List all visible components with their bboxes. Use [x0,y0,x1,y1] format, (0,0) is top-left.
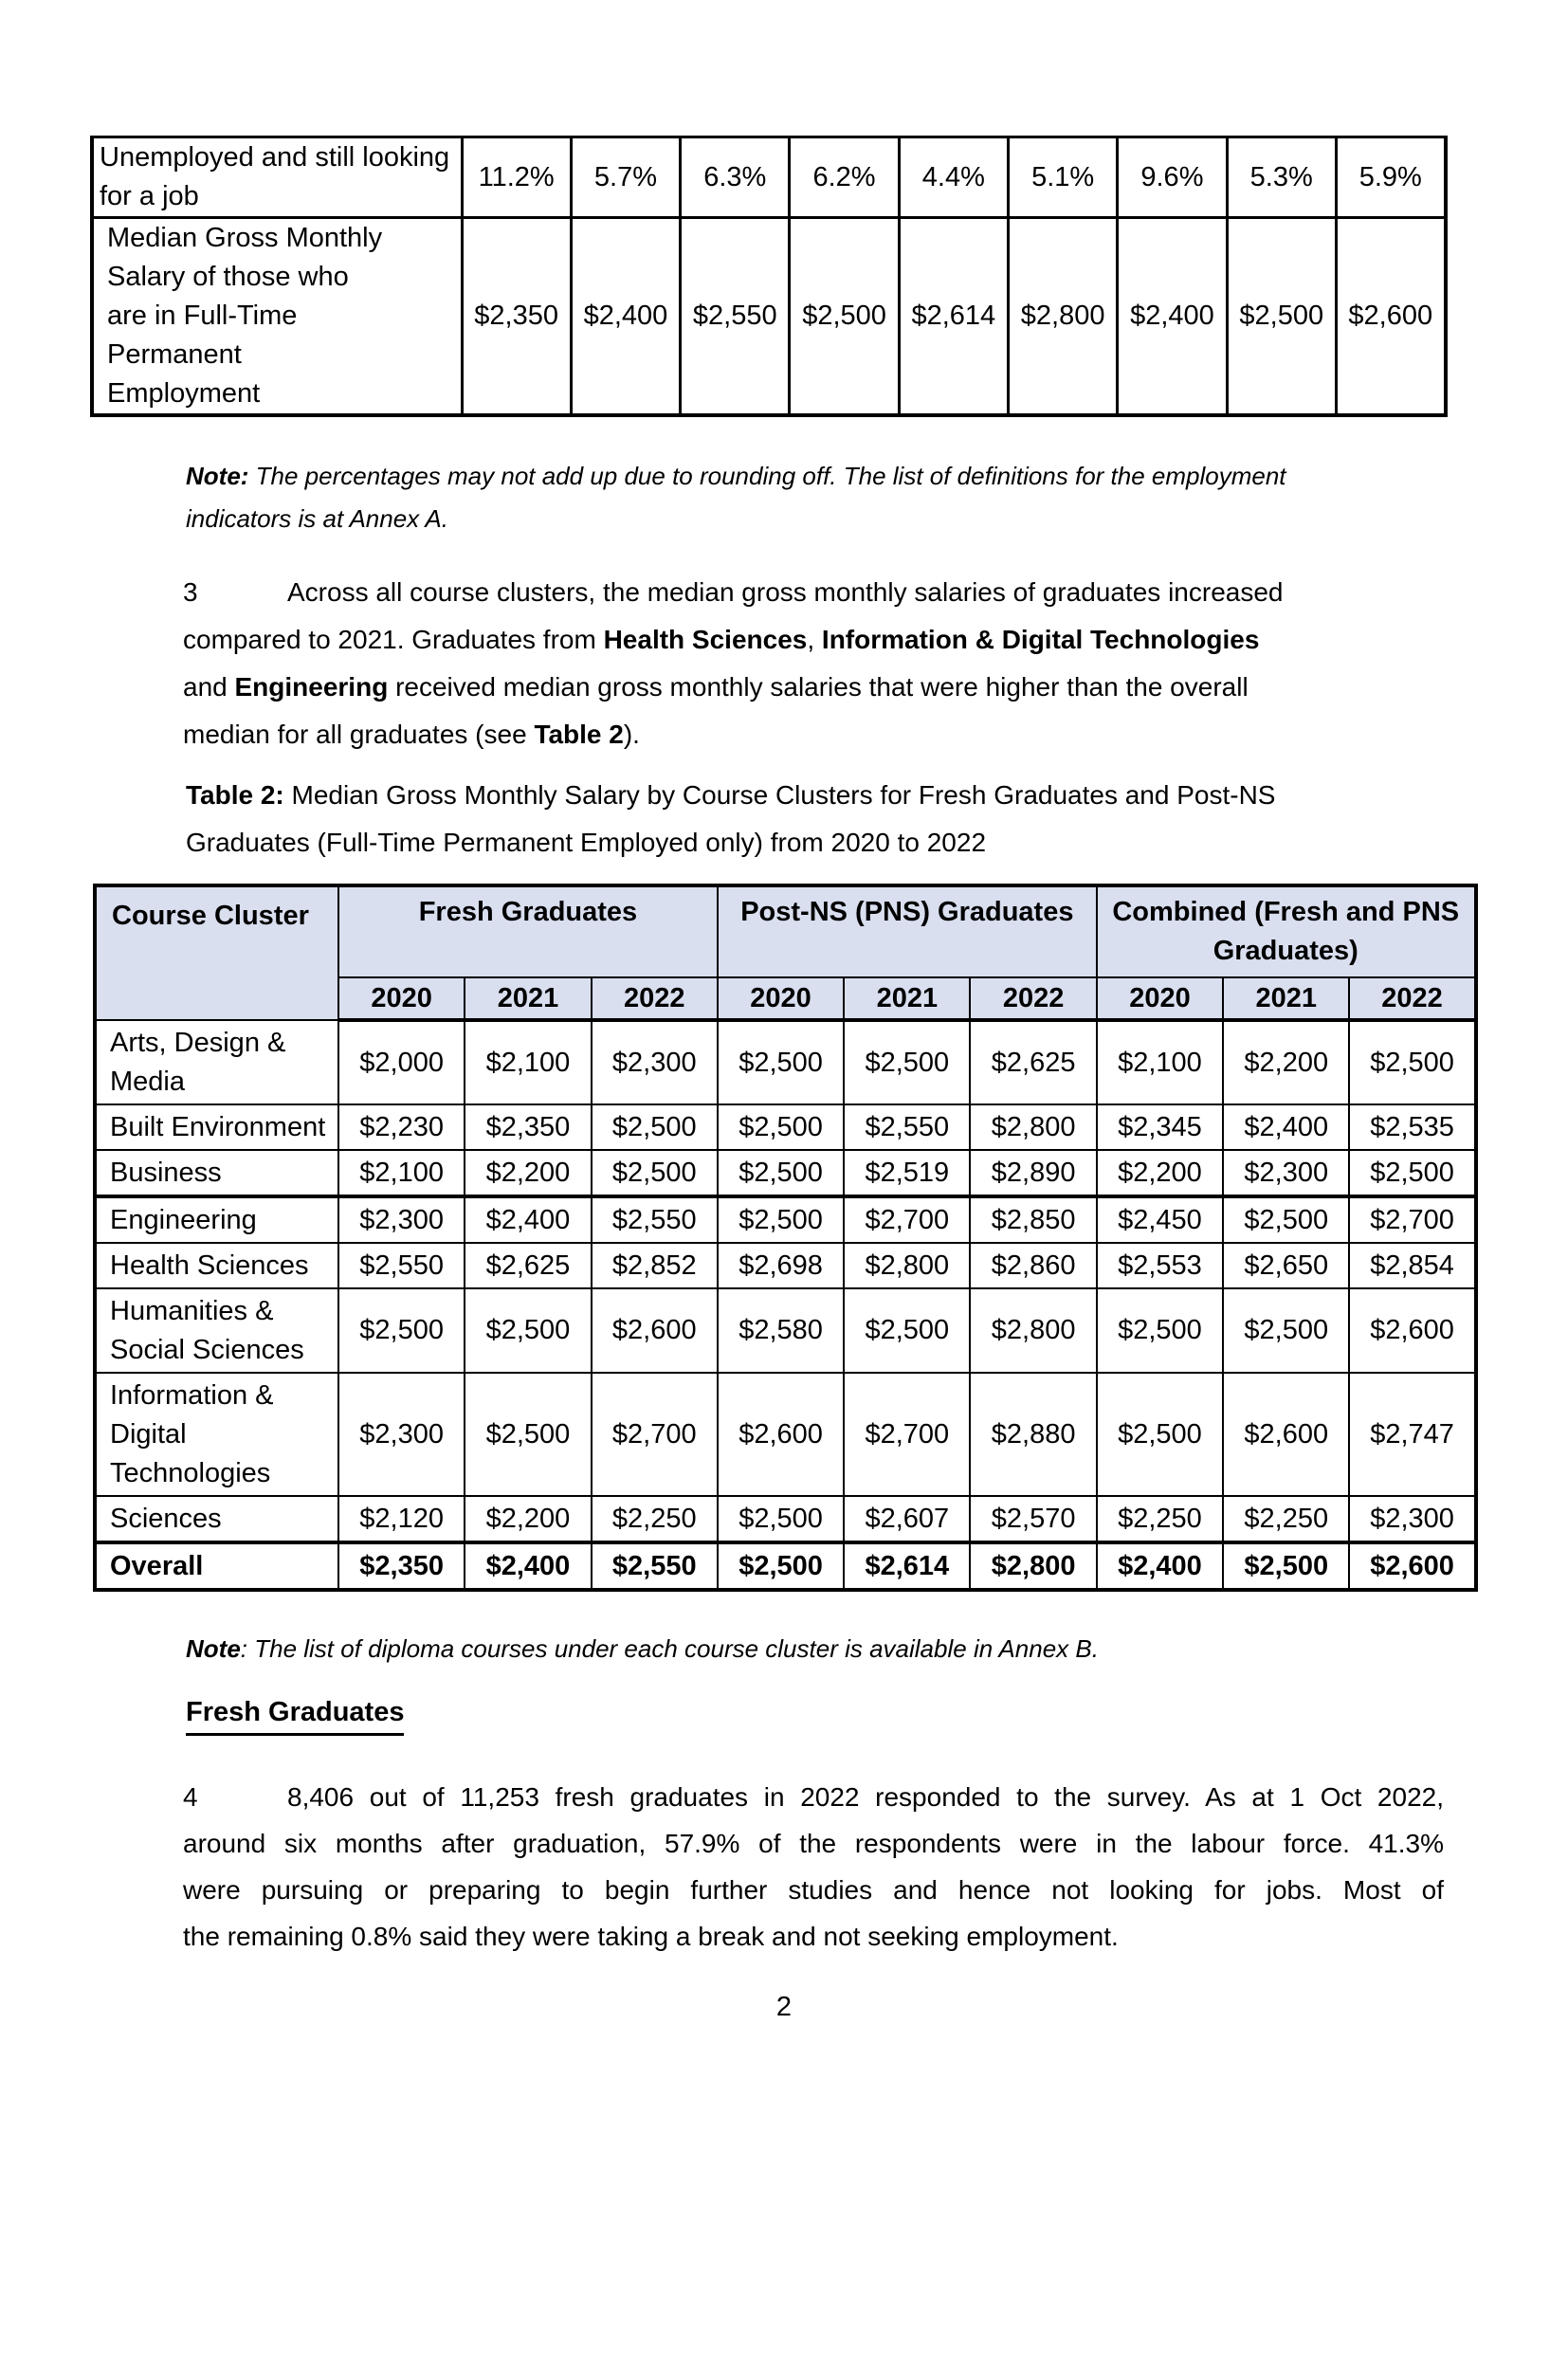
value-cell: 6.2% [790,137,899,218]
text-line: around six months after graduation, 57.9% of the respondents were in the labour force. 41.3% [183,1829,1444,1858]
salary-cell: $2,570 [970,1496,1096,1542]
salary-cell: $2,100 [1097,1020,1223,1104]
salary-cell: $2,800 [844,1243,970,1288]
salary-cell: $2,500 [465,1373,591,1496]
salary-cell: $2,550 [592,1196,718,1243]
salary-cell: $2,400 [1223,1104,1349,1150]
salary-cell: $2,500 [1349,1020,1475,1104]
table1-note [186,455,1568,540]
salary-cell: $2,500 [718,1150,844,1196]
salary-cell: $2,450 [1097,1196,1223,1243]
value-cell: 5.7% [571,137,680,218]
course-cluster-cell: Arts, Design & Media [95,1020,338,1104]
value-cell: 5.1% [1008,137,1117,218]
row-label: Median Gross Monthly Salary of those who are in Full-Time Permanent Employment [107,223,383,409]
paragraph-4 [183,1774,1444,1960]
salary-table-header [95,885,1476,1020]
salary-cell: $2,553 [1097,1243,1223,1288]
salary-cell: $2,500 [844,1020,970,1104]
salary-cell: $2,650 [1223,1243,1349,1288]
year-header: 2020 [1097,977,1223,1020]
year-header: 2022 [592,977,718,1020]
salary-cell: $2,400 [465,1542,591,1590]
row-label-cell [92,137,462,218]
salary-cell: $2,625 [465,1243,591,1288]
course-cluster-cell: Humanities & Social Sciences [95,1288,338,1373]
course-cluster-cell: Information & Digital Technologies [95,1373,338,1496]
salary-cell: $2,100 [338,1150,465,1196]
value-cell: $2,614 [899,218,1008,416]
group-header-row [95,885,1476,977]
section-heading-fresh-graduates: Fresh Graduates [186,1695,404,1736]
table-row [95,1150,1476,1196]
value-cell: $2,600 [1336,218,1445,416]
salary-cell: $2,500 [844,1288,970,1373]
table-row [95,1496,1476,1542]
value-cell: $2,500 [790,218,899,416]
salary-cell: $2,200 [1097,1150,1223,1196]
paragraph-number: 4 [183,1782,198,1812]
salary-cell: $2,880 [970,1373,1096,1496]
course-cluster-cell: Business [95,1150,338,1196]
salary-cell: $2,300 [1223,1150,1349,1196]
year-header: 2021 [844,977,970,1020]
employment-indicators-table [90,136,1448,417]
salary-cell: $2,600 [1223,1373,1349,1496]
salary-cell: $2,600 [1349,1542,1475,1590]
salary-cell: $2,500 [1349,1150,1475,1196]
fresh-graduates-header: Fresh Graduates [338,885,718,977]
page-number: 2 [775,1992,793,2022]
paragraph-3 [183,569,1444,758]
salary-cell: $2,200 [465,1150,591,1196]
row-label-cell [92,218,462,416]
salary-cell: $2,550 [844,1104,970,1150]
text-line: Table 2: Median Gross Monthly Salary by Course Clusters for Fresh Graduates and Post-NS [186,780,1276,810]
salary-cell: $2,550 [338,1243,465,1288]
salary-cell: $2,600 [592,1288,718,1373]
salary-cell: $2,800 [970,1288,1096,1373]
table-row [92,218,1446,416]
salary-cell: $2,614 [844,1542,970,1590]
text-line: 4 8,406 out of 11,253 fresh graduates in 2022 responded to the survey. As at 1 Oct 2022, [183,1774,1444,1820]
table-row [95,1104,1476,1150]
course-cluster-cell: Engineering [95,1196,338,1243]
salary-cell: $2,000 [338,1020,465,1104]
salary-cell: $2,698 [718,1243,844,1288]
salary-cell: $2,500 [592,1150,718,1196]
course-cluster-cell: Overall [95,1542,338,1590]
text-line: and Engineering received median gross monthly salaries that were higher than the overall [183,672,1249,702]
salary-cell: $2,400 [1097,1542,1223,1590]
salary-cell: $2,100 [465,1020,591,1104]
value-cell: 5.9% [1336,137,1445,218]
text-line: median for all graduates (see Table 2). [183,720,640,749]
salary-cell: $2,600 [718,1373,844,1496]
year-header: 2021 [1223,977,1349,1020]
year-header: 2022 [1349,977,1475,1020]
salary-cell: $2,120 [338,1496,465,1542]
text-line: Note: The percentages may not add up due to rounding off. The list of definitions for the employment [186,462,1286,490]
salary-cell: $2,500 [718,1020,844,1104]
salary-cell: $2,500 [592,1104,718,1150]
salary-cell: $2,500 [1097,1373,1223,1496]
salary-cell: $2,500 [1223,1288,1349,1373]
combined-graduates-header: Combined (Fresh and PNS Graduates) [1097,885,1476,977]
salary-cell: $2,350 [338,1542,465,1590]
salary-cell: $2,500 [1223,1196,1349,1243]
text-line: compared to 2021. Graduates from Health Sciences, Information & Digital Technologies [183,625,1260,654]
salary-cell: $2,700 [592,1373,718,1496]
salary-table-body [95,1020,1476,1542]
salary-cell: $2,535 [1349,1104,1475,1150]
year-header: 2021 [465,977,591,1020]
value-cell: $2,500 [1227,218,1336,416]
salary-cell: $2,850 [970,1196,1096,1243]
salary-cell: $2,500 [718,1104,844,1150]
salary-cell: $2,500 [1223,1542,1349,1590]
salary-cell: $2,500 [718,1496,844,1542]
text-line: the remaining 0.8% said they were taking a break and not seeking employment. [183,1922,1119,1951]
value-cell: 6.3% [681,137,790,218]
salary-cell: $2,500 [465,1288,591,1373]
salary-cell: $2,250 [592,1496,718,1542]
course-cluster-cell: Health Sciences [95,1243,338,1288]
row-label: Unemployed and still looking for a job [100,142,450,211]
table-row [95,1196,1476,1243]
salary-cell: $2,852 [592,1243,718,1288]
text-line: were pursuing or preparing to begin further studies and hence not looking for jobs. Most of [183,1875,1444,1905]
salary-cell: $2,345 [1097,1104,1223,1150]
value-cell: $2,400 [571,218,680,416]
salary-cell: $2,580 [718,1288,844,1373]
salary-table-footer [95,1542,1476,1590]
salary-cell: $2,500 [338,1288,465,1373]
salary-cell: $2,500 [718,1196,844,1243]
salary-cell: $2,300 [338,1196,465,1243]
year-header: 2020 [338,977,465,1020]
salary-cell: $2,800 [970,1104,1096,1150]
salary-cell: $2,519 [844,1150,970,1196]
table-row [95,1020,1476,1104]
salary-cell: $2,625 [970,1020,1096,1104]
salary-cell: $2,200 [465,1496,591,1542]
table2-caption [186,772,1568,866]
salary-cell: $2,607 [844,1496,970,1542]
value-cell: 11.2% [462,137,571,218]
value-cell: 5.3% [1227,137,1336,218]
table-row [95,1288,1476,1373]
table-row [95,1373,1476,1496]
value-cell: 4.4% [899,137,1008,218]
salary-cell: $2,747 [1349,1373,1475,1496]
overall-row [95,1542,1476,1590]
salary-cell: $2,250 [1097,1496,1223,1542]
text-line: indicators is at Annex A. [186,504,448,533]
salary-cell: $2,300 [338,1373,465,1496]
course-cluster-cell: Built Environment [95,1104,338,1150]
salary-cell: $2,230 [338,1104,465,1150]
value-cell: 9.6% [1118,137,1227,218]
salary-cell: $2,860 [970,1243,1096,1288]
salary-cell: $2,800 [970,1542,1096,1590]
text-line: 3 Across all course clusters, the median gross monthly salaries of graduates increased [183,569,1444,616]
course-cluster-header: Course Cluster [95,885,338,1020]
value-cell: $2,800 [1008,218,1117,416]
salary-cell: $2,700 [844,1373,970,1496]
text-line: Note: The list of diploma courses under each course cluster is available in Annex B. [186,1634,1099,1663]
table-row [92,137,1446,218]
year-header: 2022 [970,977,1096,1020]
salary-cell: $2,500 [718,1542,844,1590]
value-cell: $2,350 [462,218,571,416]
salary-cell: $2,500 [1097,1288,1223,1373]
salary-cell: $2,700 [844,1196,970,1243]
salary-by-course-cluster-table [93,884,1478,1592]
salary-cell: $2,300 [592,1020,718,1104]
salary-cell: $2,250 [1223,1496,1349,1542]
salary-cell: $2,854 [1349,1243,1475,1288]
salary-cell: $2,350 [465,1104,591,1150]
post-ns-graduates-header: Post-NS (PNS) Graduates [718,885,1097,977]
table2-note [186,1628,1568,1670]
employment-indicators-body [92,137,1446,416]
salary-cell: $2,300 [1349,1496,1475,1542]
salary-cell: $2,600 [1349,1288,1475,1373]
table-row [95,1243,1476,1288]
salary-cell: $2,200 [1223,1020,1349,1104]
salary-cell: $2,400 [465,1196,591,1243]
value-cell: $2,550 [681,218,790,416]
course-cluster-cell: Sciences [95,1496,338,1542]
year-header: 2020 [718,977,844,1020]
value-cell: $2,400 [1118,218,1227,416]
text-line: Graduates (Full-Time Permanent Employed only) from 2020 to 2022 [186,828,987,857]
salary-cell: $2,700 [1349,1196,1475,1243]
document-page [0,136,1568,2353]
salary-cell: $2,890 [970,1150,1096,1196]
paragraph-number: 3 [183,577,198,607]
salary-cell: $2,550 [592,1542,718,1590]
